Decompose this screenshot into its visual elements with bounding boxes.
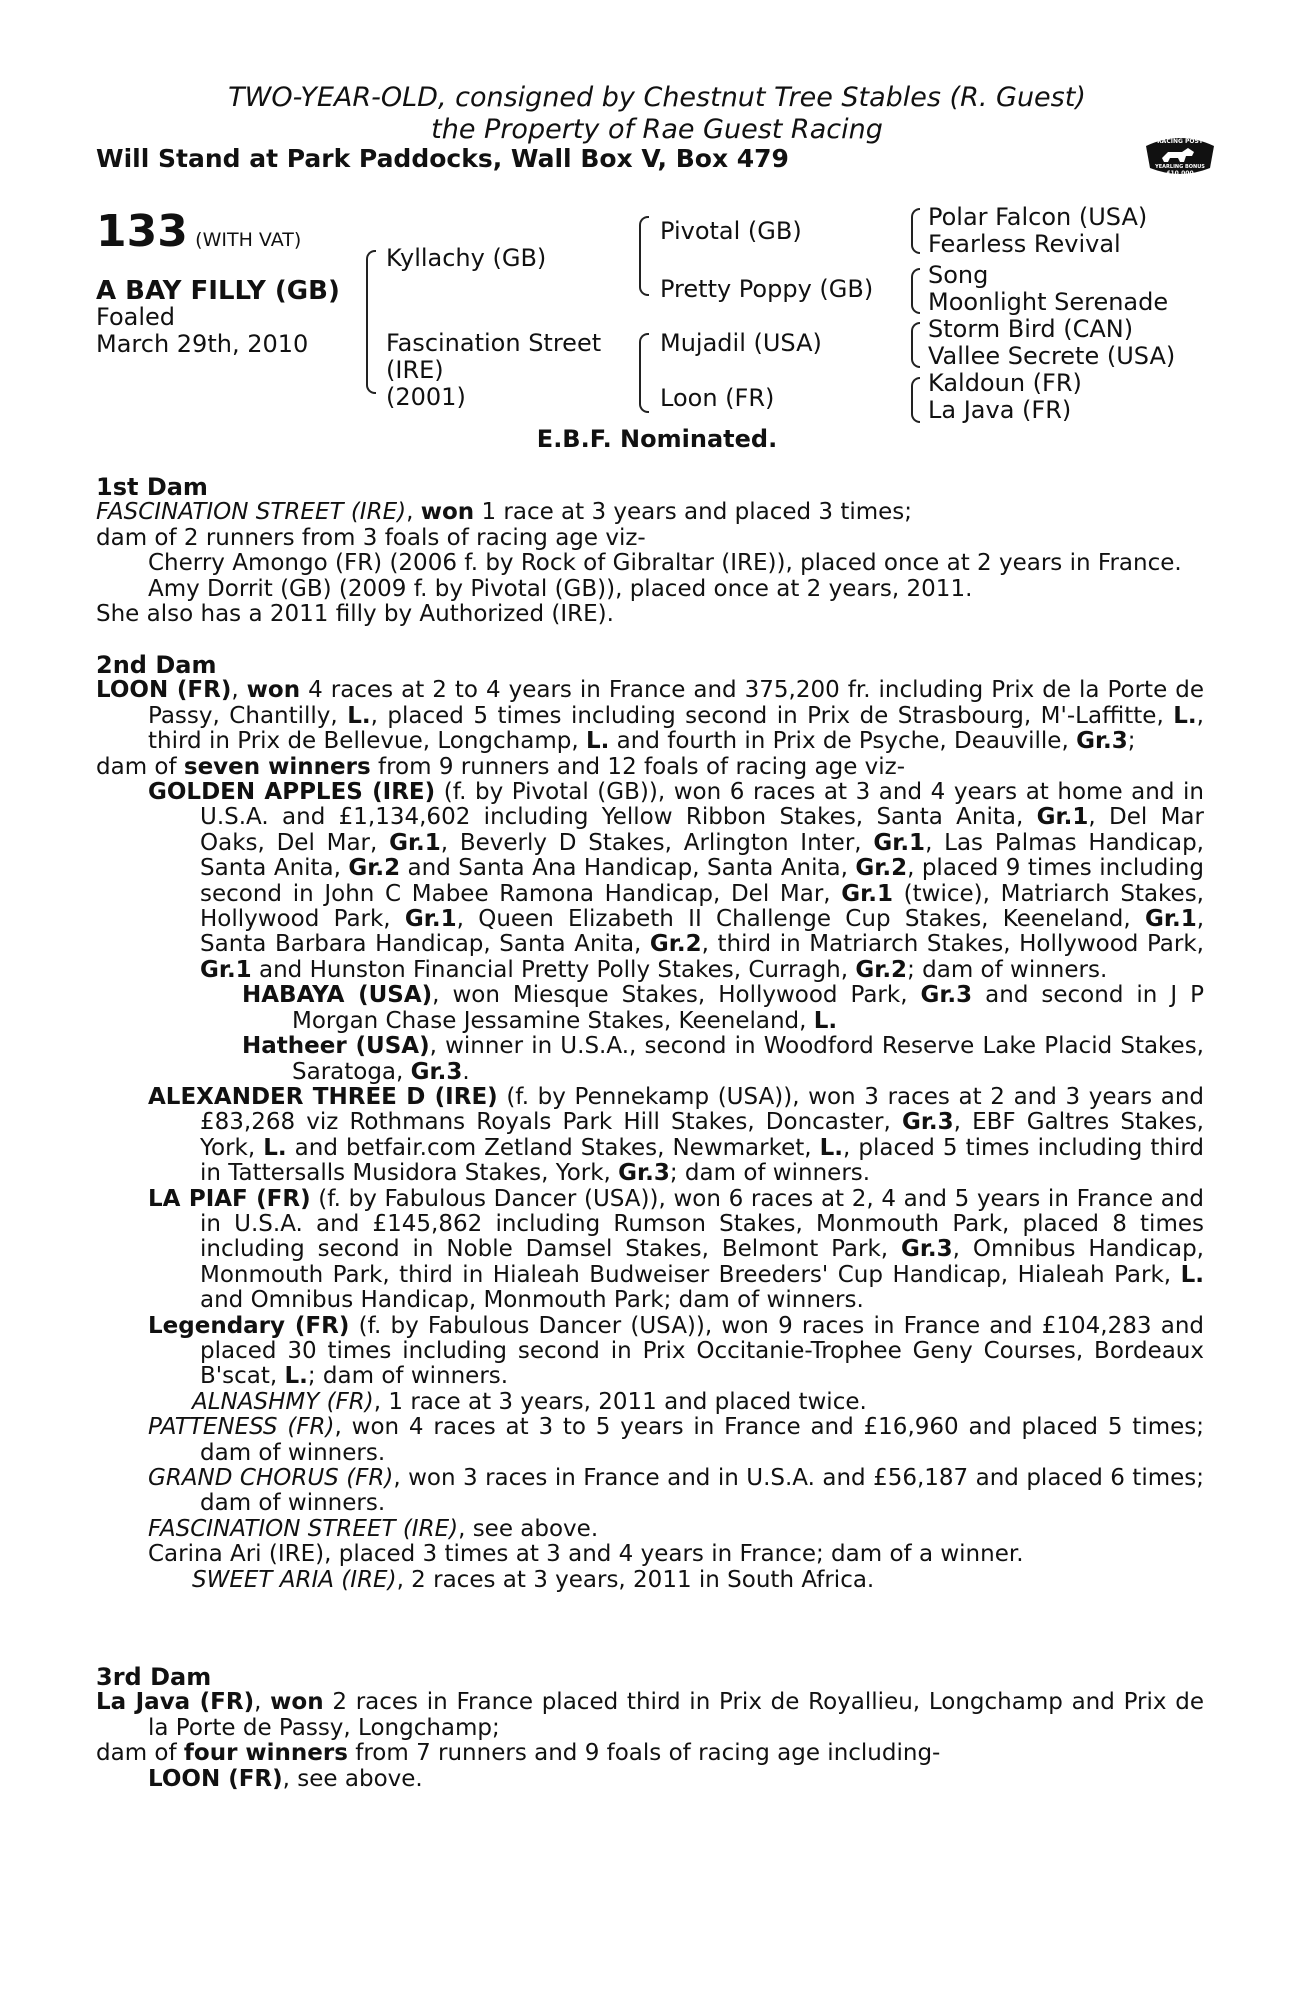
second-dam-text-4: and fourth in Prix de Psyche, Deauville, — [609, 728, 1077, 755]
group1-badge: Gr.1 — [200, 956, 252, 983]
pedigree-sire-dam: Pretty Poppy (GB) — [660, 275, 874, 303]
progeny-text: , Omnibus Handicap, Monmouth Park, third in Hialeah Budweiser Breeders' Cup Handicap, Hialeah Park, — [200, 1236, 1204, 1288]
group1-badge: Gr.1 — [841, 880, 893, 907]
header-property: the Property of Rae Guest Racing — [431, 114, 883, 145]
progeny-grand-chorus — [148, 1466, 1204, 1517]
third-dam-text: 2 races in France placed third in Prix de Royallieu, Longchamp and Prix de la Porte de Passy, Longchamp; — [148, 1689, 1204, 1741]
progeny-text: and betfair.com Zetland Stakes, Newmarket, — [286, 1134, 820, 1161]
progeny-alexander-three-d — [148, 1085, 1204, 1187]
logo-mid-text: YEARLING BONUS — [1155, 164, 1205, 170]
lot-name: A BAY FILLY (GB) — [96, 276, 340, 306]
progeny-la-piaf — [148, 1187, 1204, 1314]
first-dam-dam-of: dam of 2 runners from 3 foals of racing age viz- — [96, 524, 646, 551]
gen3-brace-3 — [911, 322, 920, 368]
third-dam-dam-of — [96, 1741, 1204, 1766]
listed-badge: L. — [1173, 702, 1197, 729]
progeny-text: , 2 races at 3 years, 2011 in South Africa. — [396, 1566, 875, 1593]
group1-badge: Gr.1 — [1036, 804, 1089, 831]
second-dam-dam-of — [96, 755, 1204, 780]
progeny-text: , placed 5 times including third in Tattersalls Musidora Stakes, York, — [200, 1134, 1205, 1187]
la-piaf-name: LA PIAF (FR) — [148, 1185, 311, 1212]
dam-of-suffix: from 9 runners and 12 foals of racing age viz- — [370, 753, 906, 780]
progeny-text: , EBF Galtres Stakes, York, — [200, 1109, 1204, 1161]
four-winners: four winners — [183, 1740, 348, 1767]
pedigree-gen3-5: Storm Bird (CAN) — [928, 315, 1134, 343]
third-dam-progeny-loon — [148, 1767, 1204, 1792]
progeny-fascination-street — [148, 1517, 1204, 1542]
second-dam-summary: LOON (FR), won 4 races at 2 to 4 years in France and 375,200 fr. including Prix de la Porte de Passy, Chantilly, L., placed 5 times including second in Prix de Strasbourg, M'-Laffitte, L., third in Prix de Bellevue, Longchamp, L. and fourth in Prix de Psyche, Deauville, Gr.3; — [96, 677, 1204, 755]
group3-badge: Gr.3 — [901, 1109, 954, 1136]
group2-badge: Gr.2 — [855, 956, 908, 983]
listed-badge: L. — [263, 1134, 287, 1161]
group2-badge: Gr.2 — [855, 855, 908, 882]
loon-name: LOON (FR) — [148, 1765, 283, 1792]
progeny-text: , placed 9 times including second in John C Mabee Ramona Handicap, Del Mar, — [200, 855, 1204, 907]
pedigree-dam-line3: (2001) — [386, 383, 466, 411]
progeny-text: , see above. — [282, 1765, 423, 1792]
listed-badge: L. — [813, 1007, 838, 1034]
progeny-text: , Santa Barbara Handicap, Santa Anita, — [200, 906, 1205, 958]
header-consignor: TWO-YEAR-OLD, consigned by Chestnut Tree Stables (R. Guest) — [228, 82, 1086, 113]
progeny-sweet-aria — [192, 1568, 1204, 1593]
dam-of-prefix: dam of — [96, 753, 184, 780]
pedigree-gen3-1: Polar Falcon (USA) — [928, 203, 1148, 231]
group2-badge: Gr.2 — [649, 931, 702, 958]
pedigree-dam-dam: Loon (FR) — [660, 384, 775, 412]
progeny-patteness — [148, 1415, 1204, 1466]
progeny-text: ; dam of winners. — [307, 1363, 509, 1390]
third-dam-name: La Java (FR) — [96, 1689, 255, 1716]
pedigree-dam-line2: (IRE) — [386, 356, 444, 384]
progeny-text: (twice), Matriarch Stakes, Hollywood Park, — [200, 880, 1204, 933]
listed-badge: L. — [347, 702, 371, 729]
progeny-text: and Hunston Financial Pretty Polly Stakes, Curragh, — [251, 956, 856, 983]
progeny-text: and Omnibus Handicap, Monmouth Park; dam of winners. — [200, 1287, 864, 1314]
second-dam-heading: 2nd Dam — [96, 651, 217, 679]
grand-chorus-name: GRAND CHORUS (FR) — [148, 1465, 394, 1491]
first-dam-name: FASCINATION STREET (IRE) — [96, 499, 407, 526]
second-dam-text-3: , third in Prix de Bellevue, Longchamp, — [148, 702, 1204, 755]
foaled-label: Foaled — [96, 303, 176, 331]
third-dam-heading: 3rd Dam — [96, 1663, 212, 1691]
patteness-name: PATTENESS (FR) — [148, 1414, 335, 1441]
progeny-text: ; dam of winners. — [669, 1160, 871, 1187]
gen3-brace-1 — [911, 208, 920, 254]
hatheer-name: Hatheer (USA) — [242, 1033, 430, 1060]
pedigree-dam-sire: Mujadil (USA) — [660, 329, 822, 357]
first-dam-also: She also has a 2011 filly by Authorized (IRE). — [96, 601, 614, 628]
lot-number: 133 — [96, 206, 188, 257]
progeny-text: and second in J P Morgan Chase Jessamine Stakes, Keeneland, — [292, 982, 1204, 1034]
progeny-hatheer — [242, 1034, 1204, 1085]
progeny-text: and Santa Ana Handicap, Santa Anita, — [400, 855, 856, 882]
legendary-name: Legendary (FR) — [148, 1312, 350, 1339]
first-dam-won: won — [420, 499, 475, 526]
alexander-three-d-name: ALEXANDER THREE D (IRE) — [148, 1083, 498, 1110]
progeny-carina-ari: Carina Ari (IRE), placed 3 times at 3 and 4 years in France; dam of a winner. — [148, 1541, 1024, 1568]
foaled-date: March 29th, 2010 — [96, 330, 309, 358]
progeny-text: ; dam of winners. — [907, 956, 1108, 983]
group1-badge: Gr.1 — [873, 829, 926, 856]
progeny-text: , won 3 races in France and in U.S.A. and £56,187 and placed 6 times; dam of winners. — [200, 1465, 1204, 1517]
second-dam-text-2: , placed 5 times including second in Prix de Strasbourg, M'-Laffitte, — [370, 702, 1174, 729]
group3-badge: Gr.3 — [410, 1058, 463, 1085]
yearling-bonus-logo — [1142, 128, 1218, 178]
listed-badge: L. — [585, 728, 610, 755]
pedigree-gen3-7: Kaldoun (FR) — [928, 369, 1082, 397]
progeny-text: (f. by Pennekamp (USA)), won 3 races at 2 and 3 years and £83,268 viz Rothmans Royals Park Hill Stakes, Doncaster, — [200, 1083, 1204, 1136]
pedigree-dam-line1: Fascination Street — [386, 329, 602, 357]
alnashmy-name: ALNASHMY (FR) — [192, 1388, 374, 1415]
group3-badge: Gr.3 — [1076, 728, 1128, 755]
group1-badge: Gr.1 — [404, 906, 457, 933]
pedigree-gen3-6: Vallee Secrete (USA) — [928, 342, 1176, 370]
first-dam-summary: FASCINATION STREET (IRE), won 1 race at 3 years and placed 3 times; — [96, 499, 913, 526]
pedigree-sire: Kyllachy (GB) — [386, 244, 547, 272]
progeny-text: , won Miesque Stakes, Hollywood Park, — [432, 982, 921, 1009]
logo-amount: £10,000 — [1166, 170, 1194, 177]
ebf-nominated: E.B.F. Nominated. — [536, 425, 778, 453]
fascination-street-name: FASCINATION STREET (IRE) — [148, 1515, 459, 1542]
group3-badge: Gr.3 — [618, 1160, 670, 1187]
dam-parents-brace — [639, 333, 649, 413]
sweet-aria-name: SWEET ARIA (IRE) — [192, 1566, 397, 1593]
sire-dam-brace — [366, 250, 376, 394]
progeny-text: , winner in U.S.A., second in Woodford Reserve Lake Placid Stakes, Saratoga, — [292, 1033, 1204, 1085]
second-dam-text-5: ; — [1127, 728, 1136, 755]
group1-badge: Gr.1 — [1145, 906, 1197, 933]
lot-header — [96, 206, 301, 257]
first-dam-summary-text: 1 race at 3 years and placed 3 times; — [474, 499, 913, 526]
progeny-text: , Del Mar Oaks, Del Mar, — [200, 804, 1204, 856]
group3-badge: Gr.3 — [900, 1236, 953, 1263]
pedigree-sire-sire: Pivotal (GB) — [660, 217, 802, 245]
second-dam-text-1: 4 races at 2 to 4 years in France and 375,200 fr. including Prix de la Porte de Passy, Chantilly, — [148, 677, 1204, 729]
progeny-alnashmy — [192, 1390, 1204, 1415]
progeny-text: (f. by Fabulous Dancer (USA)), won 6 races at 2, 4 and 5 years in France and in U.S.A. and £145,862 including Rumson Stakes, Monmouth Park, placed 8 times including second in Noble Damsel Stakes, Belmont Park, — [200, 1185, 1205, 1263]
progeny-habaya — [242, 983, 1204, 1034]
seven-winners: seven winners — [183, 753, 371, 780]
listed-badge: L. — [819, 1134, 844, 1161]
third-dam-section — [96, 1665, 1204, 1792]
first-dam-progeny-2: Amy Dorrit (GB) (2009 f. by Pivotal (GB)), placed once at 2 years, 2011. — [148, 575, 973, 602]
logo-top-text: RACING POST — [1157, 138, 1203, 145]
group3-badge: Gr.3 — [920, 982, 973, 1009]
progeny-legendary — [148, 1314, 1204, 1390]
gen3-brace-4 — [911, 377, 920, 423]
progeny-text: , see above. — [458, 1515, 599, 1542]
listed-badge: L. — [284, 1363, 308, 1390]
second-dam-won: won — [246, 677, 301, 704]
progeny-text: (f. by Pivotal (GB)), won 6 races at 3 and 4 years at home and in U.S.A. and £1,134,602 including Yellow Ribbon Stakes, Santa Anita, — [200, 779, 1204, 831]
group1-badge: Gr.1 — [389, 829, 441, 856]
second-dam-name: LOON (FR) — [96, 677, 232, 704]
third-dam-won: won — [270, 1689, 324, 1716]
pedigree-gen3-3: Song — [928, 261, 989, 289]
pedigree-gen3-4: Moonlight Serenade — [928, 288, 1169, 316]
first-dam-progeny-1: Cherry Amongo (FR) (2006 f. by Rock of Gibraltar (IRE)), placed once at 2 years in France. — [148, 550, 1182, 577]
progeny-text: , won 4 races at 3 to 5 years in France and £16,960 and placed 5 times; dam of winners. — [200, 1414, 1204, 1466]
progeny-text: . — [462, 1058, 470, 1085]
progeny-golden-apples — [148, 780, 1204, 983]
sire-parents-brace — [639, 216, 649, 296]
dam-of-suffix: from 7 runners and 9 foals of racing age including- — [347, 1740, 941, 1767]
first-dam-section — [96, 475, 1204, 627]
golden-apples-name: GOLDEN APPLES (IRE) — [148, 779, 436, 806]
header-location: Will Stand at Park Paddocks, Wall Box V, Box 479 — [96, 144, 789, 173]
progeny-text: , Las Palmas Handicap, Santa Anita, — [200, 829, 1204, 882]
pedigree-gen3-2: Fearless Revival — [928, 230, 1121, 258]
first-dam-heading: 1st Dam — [96, 473, 208, 501]
progeny-text: (f. by Fabulous Dancer (USA)), won 9 races in France and £104,283 and placed 30 times including second in Prix Occitanie-Trophee Geny Courses, Bordeaux B'scat, — [200, 1312, 1204, 1390]
pedigree-gen3-8: La Java (FR) — [928, 396, 1072, 424]
habaya-name: HABAYA (USA) — [242, 982, 433, 1009]
group2-badge: Gr.2 — [348, 855, 401, 882]
dam-of-prefix: dam of — [96, 1740, 184, 1767]
gen3-brace-2 — [911, 268, 920, 314]
progeny-text: , 1 race at 3 years, 2011 and placed twice. — [373, 1388, 867, 1415]
listed-badge: L. — [1180, 1261, 1204, 1288]
third-dam-summary: La Java (FR), won 2 races in France placed third in Prix de Royallieu, Longchamp and Prix de la Porte de Passy, Longchamp; — [96, 1689, 1204, 1741]
progeny-text: , Queen Elizabeth II Challenge Cup Stakes, Keeneland, — [456, 906, 1146, 933]
progeny-text: , Beverly D Stakes, Arlington Inter, — [440, 829, 874, 856]
second-dam-section — [96, 653, 1204, 1593]
lot-vat: (WITH VAT) — [195, 229, 302, 251]
progeny-text: , third in Matriarch Stakes, Hollywood Park, — [701, 931, 1204, 958]
